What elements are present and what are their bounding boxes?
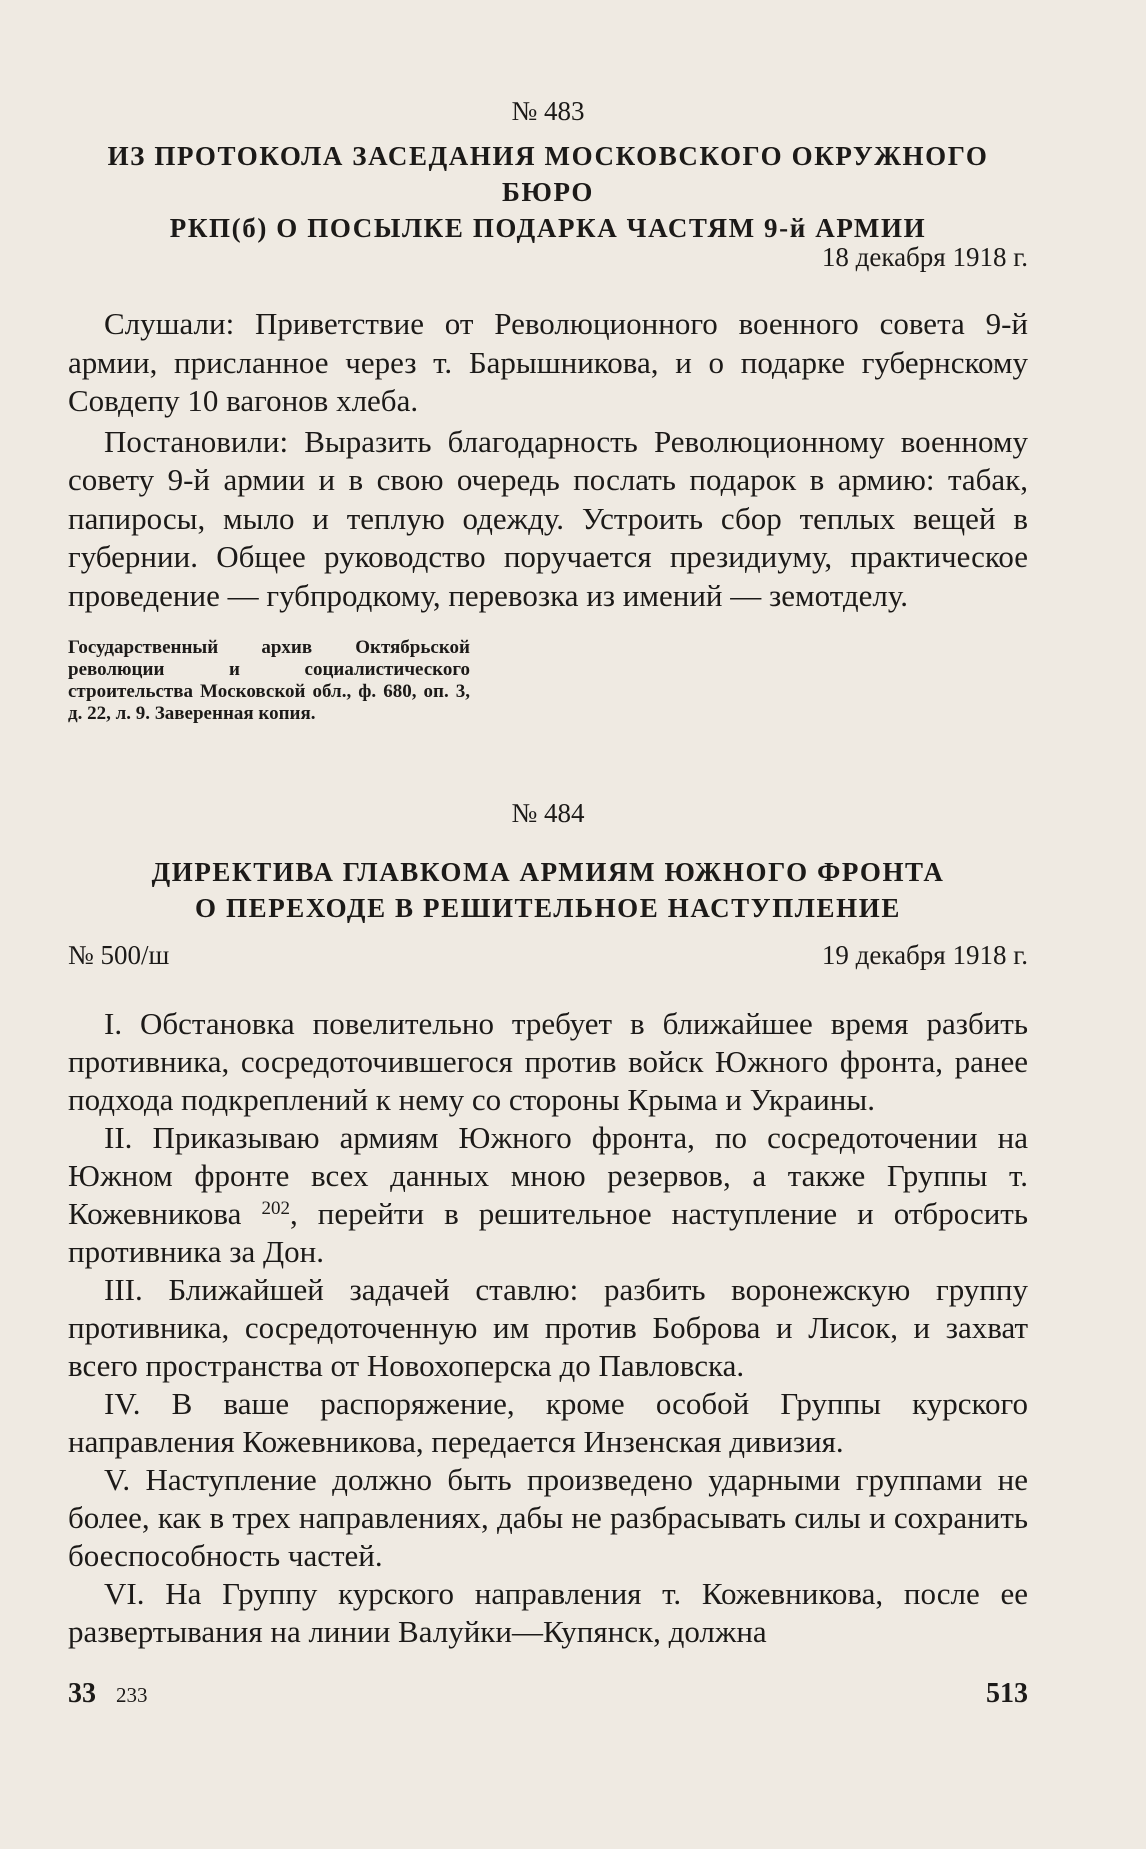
doc-484-doc-number: № 500/ш: [68, 940, 170, 970]
footnote-ref-202: 202: [261, 1198, 290, 1219]
doc-484-header-line: [68, 940, 1028, 971]
doc-483-date: 18 декабря 1918 г.: [821, 242, 1028, 272]
doc-484-section-2-after: , перейти в решительное наступление и отбросить противника за Дон.: [68, 1196, 1028, 1269]
page-footer: [68, 1678, 1028, 1710]
doc-484-section-1: I. Обстановка повелительно требует в ближайшее время разбить противника, сосредоточившегося против войск Южного фронта, ранее подхода подкреплений к нему со стороны Крыма и Украины.: [68, 1006, 1028, 1117]
doc-484-section-5: V. Наступление должно быть произведено ударными группами не более, как в трех направлениях, дабы не разбрасывать силы и сохранить боеспособность частей.: [68, 1462, 1028, 1573]
page-number: 513: [986, 1678, 1028, 1709]
doc-484-section-2: [68, 1119, 1028, 1271]
doc-483-paragraph-2: Постановили: Выразить благодарность Революционному военному совету 9-й армии и в свою очередь послать подарок в армию: табак, папиросы, мыло и теплую одежду. Устроить сбор теплых вещей в губернии. Общее руководство поручается президиуму, практическое проведение — губпродкому, перевозка из имений — земотделу.: [68, 423, 1028, 613]
signature-mark: [68, 1678, 148, 1710]
doc-483-title-line2: РКП(б) О ПОСЫЛКЕ ПОДАРКА ЧАСТЯМ 9-й АРМИИ: [169, 213, 927, 243]
doc-484-title-line2: О ПЕРЕХОДЕ В РЕШИТЕЛЬНОЕ НАСТУПЛЕНИЕ: [195, 893, 901, 923]
doc-483-title-line1: ИЗ ПРОТОКОЛА ЗАСЕДАНИЯ МОСКОВСКОГО ОКРУЖНОГО БЮРО: [107, 141, 989, 207]
doc-484-section-4: IV. В ваше распоряжение, кроме особой Группы курского направления Кожевникова, передается Инзенская дивизия.: [68, 1386, 1028, 1459]
doc-484-title-line1: ДИРЕКТИВА ГЛАВКОМА АРМИЯМ ЮЖНОГО ФРОНТА: [151, 857, 945, 887]
doc-484-number: № 484: [511, 798, 585, 828]
doc-484-body: [68, 1005, 1028, 1651]
doc-484-date: 19 декабря 1918 г.: [821, 940, 1028, 970]
doc-483-archive-note: Государственный архив Октябрьской революции и социалистического строительства Московской обл., ф. 680, оп. 3, д. 22, л. 9. Заверенная копия.: [68, 637, 470, 724]
doc-483-body: [68, 305, 1028, 615]
doc-483-title: [68, 138, 1028, 246]
signature-sub: 233: [116, 1683, 148, 1707]
doc-484-section-6: VI. На Группу курского направления т. Кожевникова, после ее развертывания на линии Валуйки—Купянск, должна: [68, 1576, 1028, 1649]
signature-main: 33: [68, 1678, 96, 1709]
doc-484-section-3: III. Ближайшей задачей ставлю: разбить воронежскую группу противника, сосредоточенную им против Боброва и Лисок, и захват всего пространства от Новохоперска до Павловска.: [68, 1272, 1028, 1383]
doc-483-paragraph-1: Слушали: Приветствие от Революционного военного совета 9-й армии, присланное через т. Барышникова, и о подарке губернскому Совдепу 10 вагонов хлеба.: [68, 306, 1028, 418]
doc-484-section-2-before: II. Приказываю армиям Южного фронта, по сосредоточении на Южном фронте всех данных мною резервов, а также Группы т. Кожевникова: [68, 1120, 1028, 1231]
doc-483-number: № 483: [511, 96, 585, 126]
doc-484-title: [68, 854, 1028, 926]
